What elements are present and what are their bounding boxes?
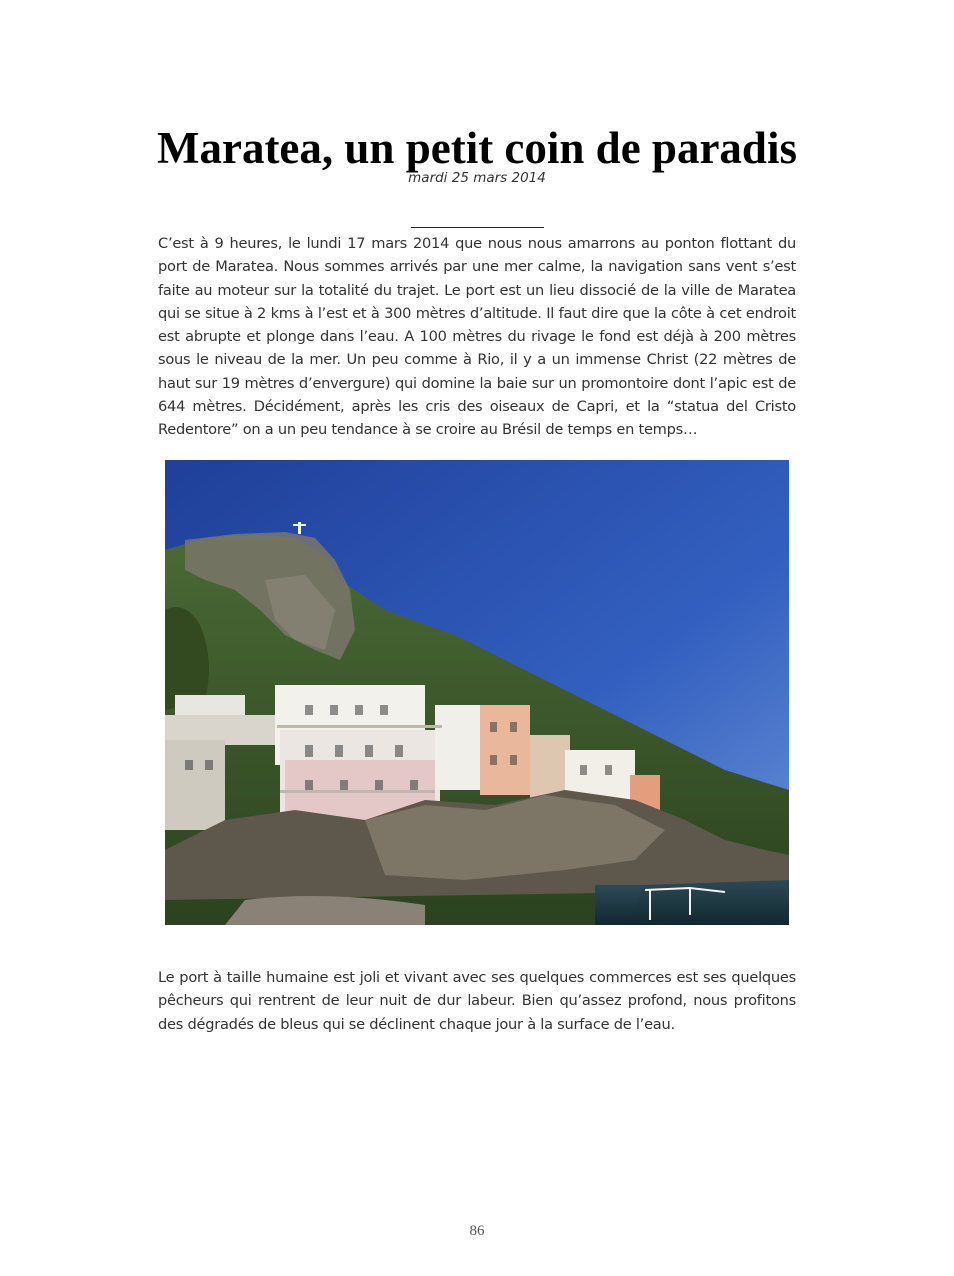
article-title: Maratea, un petit coin de paradis xyxy=(157,123,797,173)
title-divider xyxy=(411,227,544,228)
paragraph-intro: C’est à 9 heures, le lundi 17 mars 2014 que nous nous amarrons au ponton flottant du port de Maratea. Nous sommes arrivés par une mer calme, la navigation sans vent s’est faite au moteur sur la totalité du trajet. Le port est un lieu dissocié de la ville de Maratea qui se situe à 2 kms à l’est et à 300 mètres d’altitude. Il faut dire que la côte à cet endroit est abrupte et plonge dans l’eau. A 100 mètres du rivage le fond est déjà à 200 mètres sous le niveau de la mer. Un peu comme à Rio, il y a un immense Christ (22 mètres de haut sur 19 mètres d’envergure) qui domine la baie sur un promontoire dont l’apic est de 644 mètres. Décidément, après les cris des oiseaux de Capri, et la “statua del Cristo Redentore” on a un peu tendance à se croire au Brésil de temps en temps… xyxy=(158,235,796,439)
paragraph-port: Le port à taille humaine est joli et vivant avec ses quelques commerces est ses quelques pêcheurs qui rentrent de leur nuit de dur labeur. Bien qu’assez profond, nous profitons des dégradés de bleus qui se déclinent chaque jour à la surface de l’eau. xyxy=(158,969,796,1033)
christ-statue xyxy=(298,522,301,534)
article-date: mardi 25 mars 2014 xyxy=(408,170,546,186)
maratea-harbor-photo xyxy=(165,460,789,925)
page-number: 86 xyxy=(469,1223,485,1239)
